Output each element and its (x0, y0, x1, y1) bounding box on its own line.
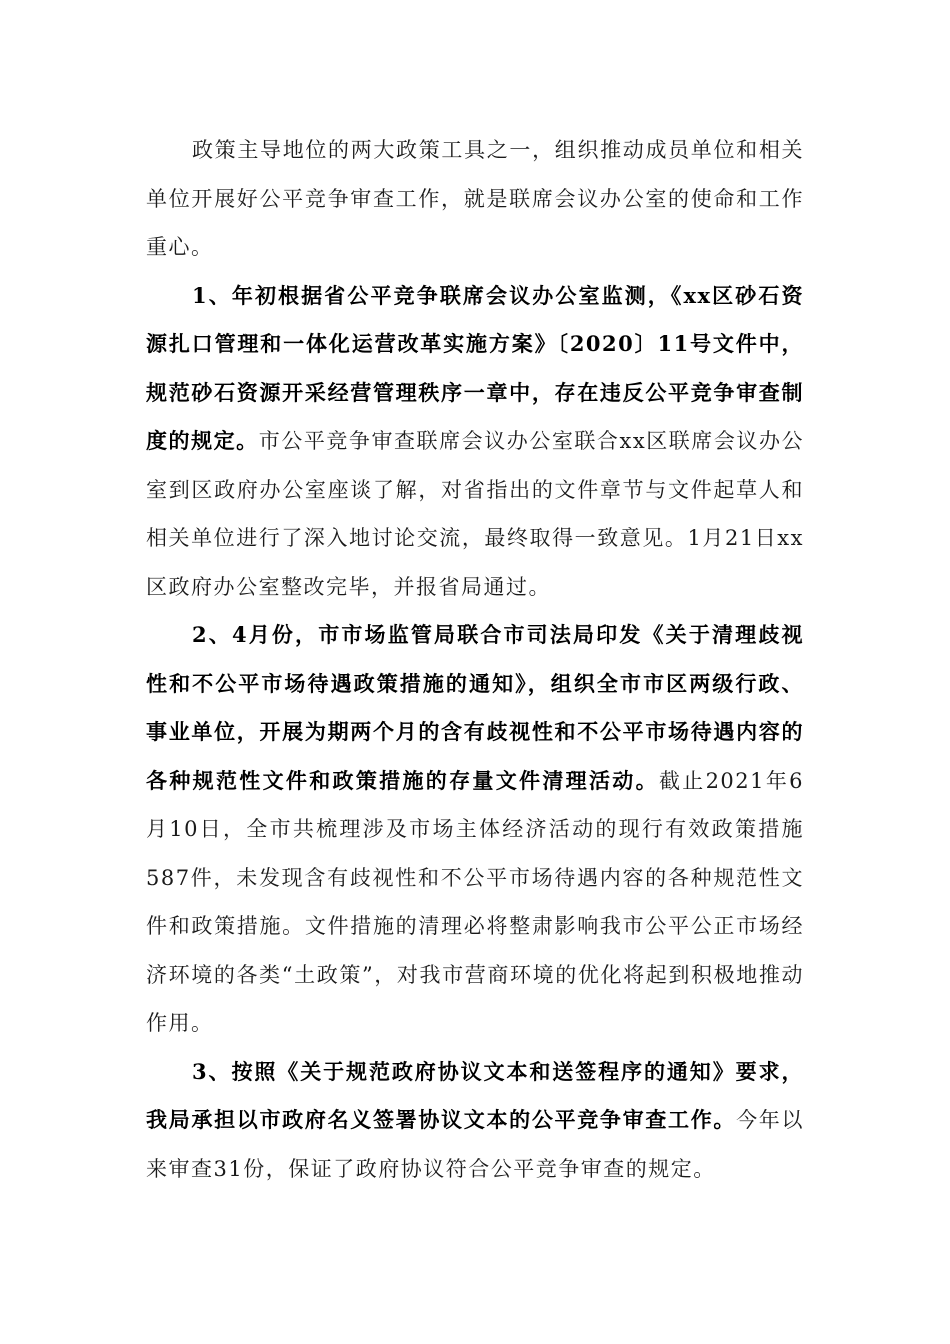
intro-text: 政策主导地位的两大政策工具之一，组织推动成员单位和相关单位开展好公平竞争审查工作，就是联席会议办公室的使命和工作重心。 (146, 138, 804, 259)
document-body (146, 126, 804, 1193)
paragraph-item-3 (146, 1048, 804, 1194)
item-1-body: 市公平竞争审查联席会议办公室联合xx区联席会议办公室到区政府办公室座谈了解，对省指出的文件章节与文件起草人和相关单位进行了深入地讨论交流，最终取得一致意见。1月21日xx区政府办公室整改完毕，并报省局通过。 (146, 429, 804, 599)
paragraph-item-1 (146, 272, 804, 612)
item-1-heading: 1、年初根据省公平竞争联席会议办公室监测，《xx区砂石资源扎口管理和一体化运营改革实施方案》〔2020〕11号文件中，规范砂石资源开采经营管理秩序一章中，存在违反公平竞争审查制度的规定。 (146, 282, 804, 453)
item-2-body: 截止2021年6月10日，全市共梳理涉及市场主体经济活动的现行有效政策措施587件，未发现含有歧视性和不公平市场待遇内容的各种规范性文件和政策措施。文件措施的清理必将整肃影响我市公平公正市场经济环境的各类“土政策”，对我市营商环境的优化将起到积极地推动作用。 (146, 768, 805, 1035)
paragraph-item-2 (146, 611, 804, 1048)
item-3-heading: 3、按照《关于规范政府协议文本和送签程序的通知》要求，我局承担以市政府名义签署协议文本的公平竞争审查工作。 (146, 1058, 804, 1132)
item-2-heading: 2、4月份，市市场监管局联合市司法局印发《关于清理歧视性和不公平市场待遇政策措施的通知》，组织全市市区两级行政、事业单位，开展为期两个月的含有歧视性和不公平市场待遇内容的各种规范性文件和政策措施的存量文件清理活动。 (146, 622, 804, 793)
item-3-body: 今年以来审查31份，保证了政府协议符合公平竞争审查的规定。 (146, 1108, 805, 1181)
paragraph-intro (146, 126, 804, 272)
